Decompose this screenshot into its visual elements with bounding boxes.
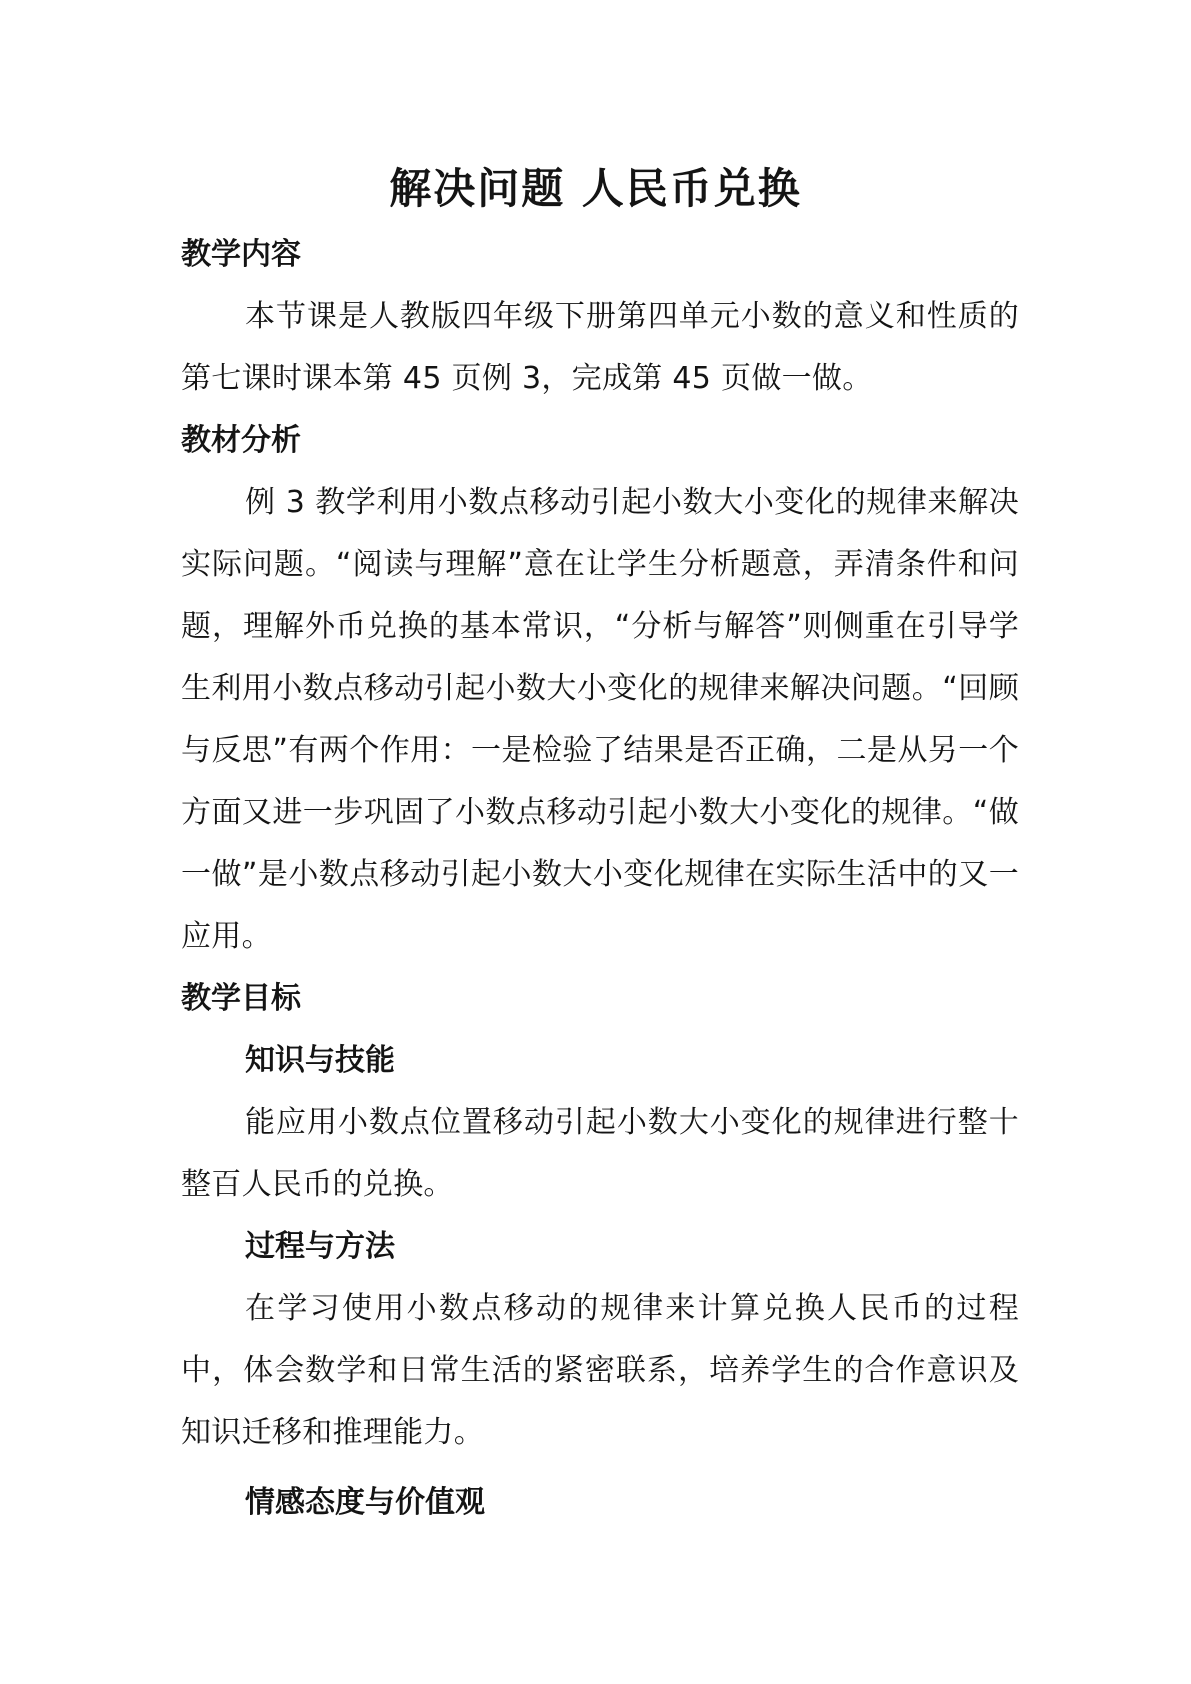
section-heading-teaching-content: 教学内容 (181, 237, 301, 272)
document-title: 解决问题 人民币兑换 (389, 164, 802, 213)
document-body (181, 224, 1019, 1534)
knowledge-skills-paragraph: 能应用小数点位置移动引起小数大小变化的规律进行整十整百人民币的兑换。 (181, 1105, 1019, 1202)
subheading-process-methods: 过程与方法 (245, 1229, 395, 1264)
subheading-attitudes-values: 情感态度与价值观 (245, 1485, 485, 1520)
process-methods-paragraph: 在学习使用小数点移动的规律来计算兑换人民币的过程中，体会数学和日常生活的紧密联系，培养学生的合作意识及知识迁移和推理能力。 (181, 1291, 1019, 1450)
subheading-knowledge-skills: 知识与技能 (245, 1043, 395, 1078)
material-analysis-paragraph: 例 3 教学利用小数点移动引起小数大小变化的规律来解决实际问题。“阅读与理解”意在让学生分析题意，弄清条件和问题，理解外币兑换的基本常识，“分析与解答”则侧重在引导学生利用小数点移动引起小数大小变化的规律来解决问题。“回顾与反思”有两个作用：一是检验了结果是否正确，二是从另一个方面又进一步巩固了小数点移动引起小数大小变化的规律。“做一做”是小数点移动引起小数大小变化规律在实际生活中的又一应用。 (181, 485, 1019, 954)
section-heading-teaching-objectives: 教学目标 (181, 981, 301, 1016)
section-heading-material-analysis: 教材分析 (181, 423, 301, 458)
teaching-content-paragraph: 本节课是人教版四年级下册第四单元小数的意义和性质的第七课时课本第 45 页例 3，完成第 45 页做一做。 (181, 299, 1019, 396)
